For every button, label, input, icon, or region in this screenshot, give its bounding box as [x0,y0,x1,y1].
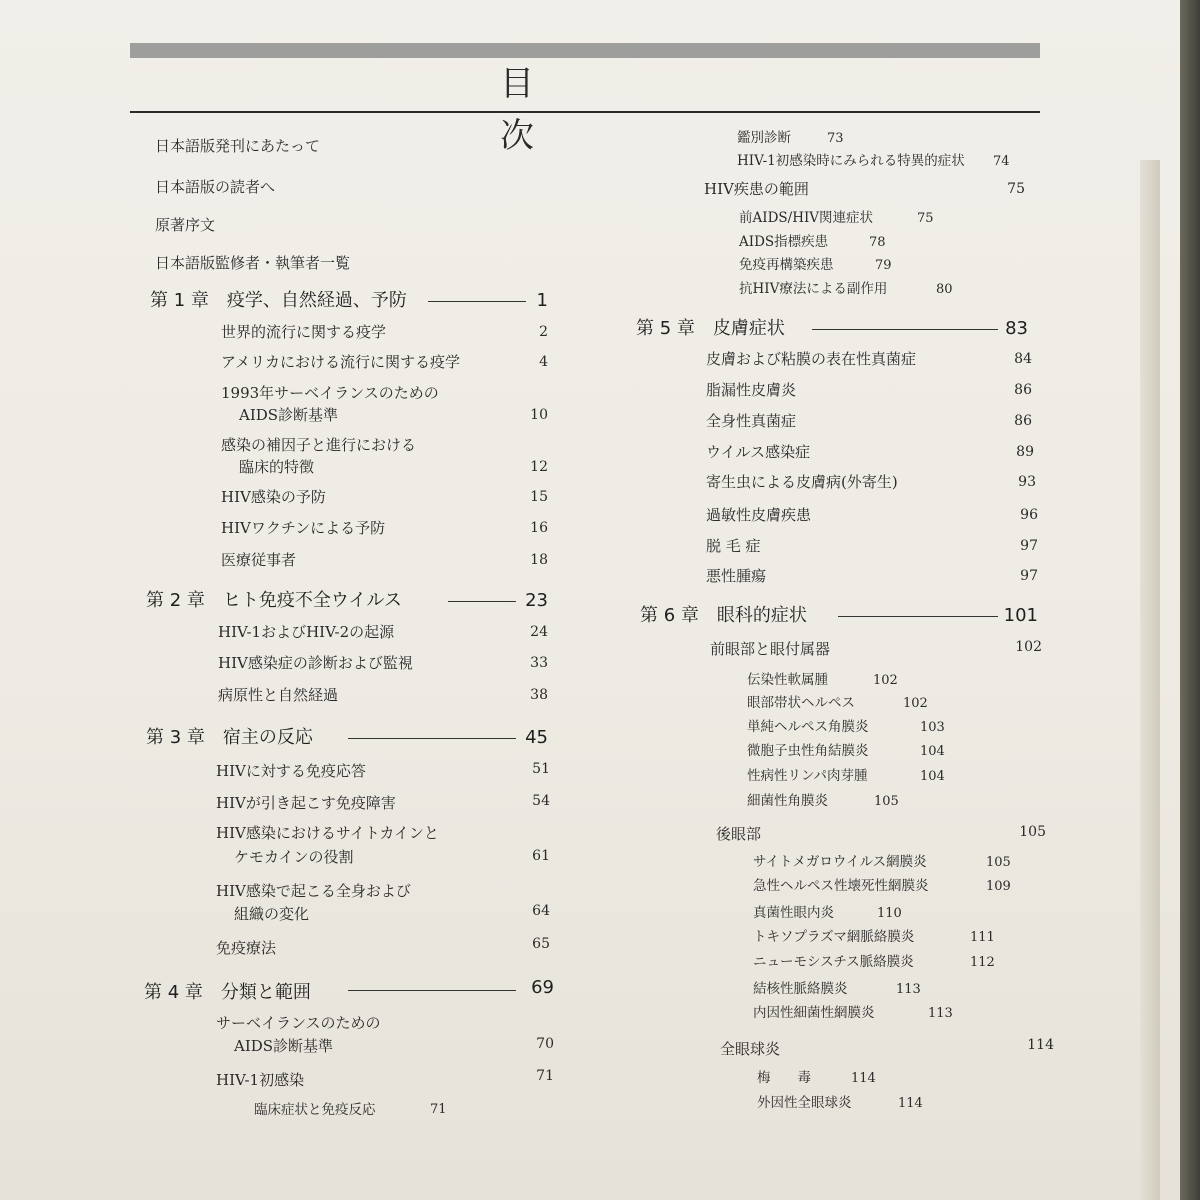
leader-line [838,616,998,617]
toc-subsection-page: 74 [993,154,1010,169]
toc-section-page: 71 [536,1068,554,1084]
toc-subsection[interactable]: 臨床症状と免疫反応 [254,1102,376,1118]
toc-section-page: 96 [1020,507,1038,523]
toc-subsection-page: 112 [970,955,995,970]
toc-subsection[interactable]: 伝染性軟属腫 [747,672,828,688]
toc-subsection[interactable]: 梅 毒 [757,1070,811,1086]
toc-section-page: 51 [532,761,550,777]
toc-section-cont[interactable]: ケモカインの役割 [234,848,354,866]
toc-section[interactable]: 前眼部と眼付属器 [710,640,831,658]
toc-section-page: 10 [530,407,548,423]
toc-section[interactable]: アメリカにおける流行に関する疫学 [221,353,460,371]
toc-section[interactable]: HIV感染の予防 [221,488,326,506]
toc-subsection[interactable]: 眼部帯状ヘルペス [747,695,855,711]
toc-section-page: 93 [1018,474,1036,490]
toc-section-page: 84 [1014,351,1032,367]
toc-subsection[interactable]: 結核性脈絡膜炎 [753,981,848,997]
toc-subsection-page: 103 [920,720,945,735]
toc-section[interactable]: HIVに対する免疫応答 [216,762,366,780]
toc-section[interactable]: 後眼部 [716,825,762,843]
toc-section-page: 4 [539,354,548,370]
toc-section[interactable]: 過敏性皮膚疾患 [706,506,812,524]
toc-chapter-3[interactable]: 第 3 章 宿主の反応 [146,727,313,748]
toc-subsection-page: 102 [873,673,898,688]
toc-chapter-1[interactable]: 第 1 章 疫学、自然経過、予防 [150,290,407,311]
toc-section-page: 54 [532,793,550,809]
toc-subsection[interactable]: 内因性細菌性網膜炎 [753,1005,875,1021]
toc-subsection-page: 113 [928,1006,953,1021]
toc-section-page: 33 [530,655,548,671]
toc-subsection-page: 104 [920,744,945,759]
toc-subsection[interactable]: トキソプラズマ網脈絡膜炎 [753,929,915,945]
toc-section-cont[interactable]: AIDS診断基準 [234,1037,334,1055]
toc-preface-item[interactable]: 日本語版の読者へ [155,178,276,196]
toc-chapter-page: 1 [536,290,548,311]
toc-section[interactable]: HIV感染におけるサイトカインと [216,824,439,842]
toc-section[interactable]: 全身性真菌症 [706,412,797,430]
toc-chapter-page: 83 [1005,318,1028,339]
toc-subsection-page: 109 [986,879,1011,894]
toc-subsection-page: 110 [877,906,902,921]
toc-subsection[interactable]: 真菌性眼内炎 [753,905,834,921]
toc-section-page: 70 [536,1036,554,1052]
toc-subsection-page: 80 [936,282,953,297]
toc-subsection[interactable]: 性病性リンパ肉芽腫 [747,768,868,784]
toc-section-page: 97 [1020,538,1038,554]
toc-section[interactable]: HIV感染症の診断および監視 [218,654,413,672]
toc-chapter-5[interactable]: 第 5 章 皮膚症状 [636,318,785,339]
underlying-page-edge [1140,160,1160,1200]
toc-chapter-page: 69 [531,977,554,998]
toc-subsection[interactable]: 細菌性角膜炎 [747,793,828,809]
header-rule-thick [130,43,1040,58]
toc-section[interactable]: HIVワクチンによる予防 [221,519,386,537]
toc-section-page: 12 [530,459,548,475]
toc-subsection[interactable]: AIDS指標疾患 [739,234,829,250]
toc-chapter-6[interactable]: 第 6 章 眼科的症状 [640,605,807,626]
toc-section[interactable]: 脂漏性皮膚炎 [706,381,797,399]
toc-section-page: 105 [1019,824,1046,840]
toc-subsection[interactable]: 前AIDS/HIV関連症状 [739,210,874,226]
toc-chapter-page: 23 [525,590,548,611]
leader-line [348,990,516,991]
toc-preface-item[interactable]: 日本語版監修者・執筆者一覧 [155,254,351,272]
toc-section[interactable]: HIV感染で起こる全身および [216,882,411,900]
toc-section[interactable]: 1993年サーベイランスのための [221,384,439,402]
toc-subsection[interactable]: HIV-1初感染時にみられる特異的症状 [737,153,965,169]
toc-section[interactable]: HIVが引き起こす免疫障害 [216,794,396,812]
toc-section-page: 102 [1015,639,1042,655]
toc-section-page: 38 [530,687,548,703]
toc-subsection-page: 105 [986,855,1011,870]
toc-subsection[interactable]: 微胞子虫性角結膜炎 [747,743,869,759]
toc-section[interactable]: 感染の補因子と進行における [221,436,417,454]
toc-section-page: 15 [530,489,548,505]
toc-section-page: 86 [1014,413,1032,429]
toc-section[interactable]: 世界的流行に関する疫学 [221,323,387,341]
toc-subsection-page: 73 [827,131,844,146]
toc-section-page: 86 [1014,382,1032,398]
toc-subsection[interactable]: 鑑別診断 [737,130,791,146]
toc-section[interactable]: 悪性腫瘍 [706,567,767,585]
book-edge [1180,0,1200,1200]
toc-section-page: 114 [1027,1037,1054,1053]
toc-subsection[interactable]: 外因性全眼球炎 [757,1095,852,1111]
toc-subsection[interactable]: 単純ヘルペス角膜炎 [747,719,869,735]
toc-subsection-page: 114 [898,1096,923,1111]
page-title: 目 次 [500,64,598,156]
toc-section[interactable]: ウイルス感染症 [706,443,811,461]
toc-chapter-2[interactable]: 第 2 章 ヒト免疫不全ウイルス [146,590,402,611]
toc-chapter-page: 45 [525,727,548,748]
toc-section[interactable]: 全眼球炎 [720,1040,781,1058]
toc-section-page: 24 [530,624,548,640]
toc-section[interactable]: 免疫療法 [216,939,277,957]
toc-section-page: 75 [1007,181,1025,197]
toc-section[interactable]: サーベイランスのための [216,1014,381,1032]
toc-section[interactable]: 脱 毛 症 [706,537,761,555]
toc-subsection-page: 105 [874,794,899,809]
toc-subsection-page: 78 [869,235,886,250]
toc-subsection[interactable]: 抗HIV療法による副作用 [739,281,888,297]
toc-section[interactable]: 寄生虫による皮膚病(外寄生) [706,473,898,491]
toc-section[interactable]: HIV疾患の範囲 [704,180,809,198]
toc-subsection[interactable]: 急性ヘルペス性壊死性網膜炎 [753,878,929,894]
toc-preface-item[interactable]: 日本語版発刊にあたって [155,137,321,155]
toc-section-page: 64 [532,903,550,919]
toc-subsection[interactable]: ニューモシスチス脈絡膜炎 [753,954,914,970]
toc-chapter-4[interactable]: 第 4 章 分類と範囲 [144,982,311,1003]
toc-section[interactable]: HIV-1初感染 [216,1071,305,1089]
toc-section-page: 89 [1016,444,1034,460]
toc-section-page: 2 [539,324,548,340]
toc-subsection-page: 71 [430,1102,447,1117]
toc-subsection-page: 79 [875,258,892,273]
toc-section-page: 18 [530,552,548,568]
toc-section-page: 61 [532,848,550,864]
toc-section[interactable]: 病原性と自然経過 [218,686,339,704]
toc-section-page: 97 [1020,568,1038,584]
toc-preface-item[interactable]: 原著序文 [155,216,216,234]
toc-section-cont[interactable]: AIDS診断基準 [239,406,339,424]
toc-section[interactable]: HIV-1およびHIV-2の起源 [218,623,395,641]
toc-section-page: 16 [530,520,548,536]
toc-subsection-page: 75 [917,211,934,226]
toc-section[interactable]: 皮膚および粘膜の表在性真菌症 [706,350,917,368]
toc-subsection[interactable]: 免疫再構築疾患 [739,257,834,273]
toc-section-cont[interactable]: 臨床的特徴 [239,458,315,476]
toc-chapter-page: 101 [1003,605,1038,626]
toc-section-page: 65 [532,936,550,952]
toc-subsection[interactable]: サイトメガロウイルス網膜炎 [753,854,927,870]
toc-subsection-page: 104 [920,769,945,784]
toc-subsection-page: 111 [970,930,995,945]
header-rule-thin [130,111,1040,113]
toc-section[interactable]: 医療従事者 [221,551,297,569]
toc-subsection-page: 114 [851,1071,876,1086]
toc-subsection-page: 113 [896,982,921,997]
toc-section-cont[interactable]: 組織の変化 [234,905,310,923]
toc-subsection-page: 102 [903,696,928,711]
